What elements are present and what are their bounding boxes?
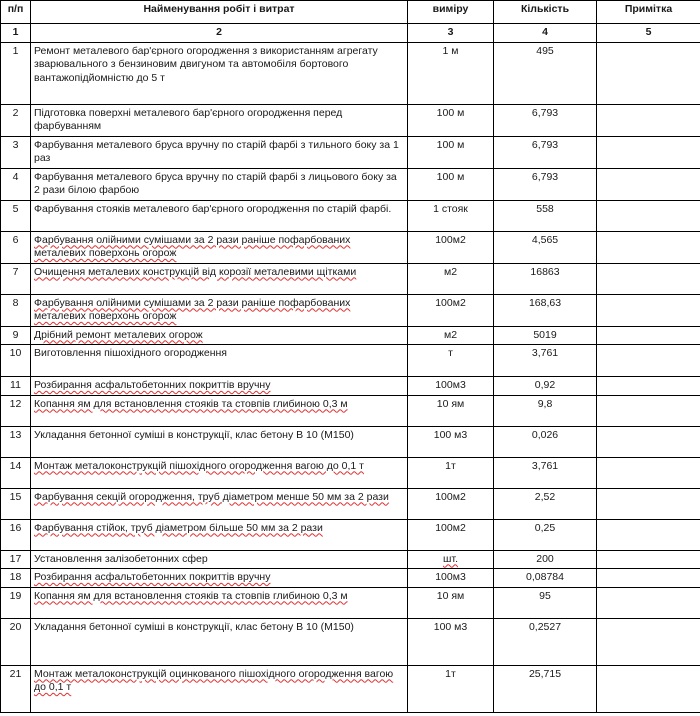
row-note xyxy=(597,618,700,665)
table-row xyxy=(1,263,700,294)
row-unit: 100м2 xyxy=(408,519,494,550)
row-note xyxy=(597,104,700,136)
row-qty: 3,761 xyxy=(494,457,597,488)
row-note xyxy=(597,42,700,104)
table-row xyxy=(1,104,700,136)
row-unit: 100м2 xyxy=(408,231,494,263)
table-row xyxy=(1,426,700,457)
row-note xyxy=(597,294,700,326)
row-qty: 6,793 xyxy=(494,104,597,136)
row-name: Фарбування стояків металевого бар'єрного огородження по старій фарбі. xyxy=(31,200,408,231)
row-unit: 1т xyxy=(408,665,494,712)
table-row xyxy=(1,168,700,200)
row-num: 11 xyxy=(1,377,31,396)
row-num: 19 xyxy=(1,587,31,618)
row-qty: 5019 xyxy=(494,326,597,345)
row-note xyxy=(597,200,700,231)
row-name: Розбирання асфальтобетонних покриттів вручну xyxy=(31,377,408,396)
row-name: Монтаж металоконструкцій пішохідного огородження вагою до 0,1 т xyxy=(31,457,408,488)
row-unit: м2 xyxy=(408,326,494,345)
row-name: Очищення металевих конструкцій від корозії металевими щітками xyxy=(31,263,408,294)
row-qty: 0,25 xyxy=(494,519,597,550)
row-num: 10 xyxy=(1,345,31,377)
row-unit: 100 м3 xyxy=(408,618,494,665)
table-row xyxy=(1,665,700,712)
table-row xyxy=(1,457,700,488)
row-note xyxy=(597,345,700,377)
row-note xyxy=(597,488,700,519)
row-unit: 10 ям xyxy=(408,587,494,618)
row-num: 12 xyxy=(1,395,31,426)
table-row xyxy=(1,345,700,377)
row-note xyxy=(597,395,700,426)
row-num: 1 xyxy=(1,42,31,104)
row-name: Фарбування металевого бруса вручну по старій фарбі з лицьового боку за 2 рази білою фарбою xyxy=(31,168,408,200)
row-unit: 1 м xyxy=(408,42,494,104)
row-qty: 200 xyxy=(494,550,597,569)
row-qty: 495 xyxy=(494,42,597,104)
row-qty: 0,08784 xyxy=(494,569,597,588)
row-name: Ремонт металевого бар'єрного огородження з використанням агрегату зварювального з бензиновим двигуном та автомобіля бортового вантажопідйомністю до 5 т xyxy=(31,42,408,104)
row-qty: 168,63 xyxy=(494,294,597,326)
table-row xyxy=(1,136,700,168)
row-num: 3 xyxy=(1,136,31,168)
row-num: 18 xyxy=(1,569,31,588)
row-unit: 100м2 xyxy=(408,294,494,326)
row-unit: 1т xyxy=(408,457,494,488)
row-note xyxy=(597,665,700,712)
colnum-1: 1 xyxy=(1,24,31,43)
row-note xyxy=(597,168,700,200)
table-row xyxy=(1,587,700,618)
row-unit: 100 м xyxy=(408,168,494,200)
row-num: 6 xyxy=(1,231,31,263)
row-qty: 6,793 xyxy=(494,168,597,200)
header-cell-note: Примітка xyxy=(597,1,700,24)
table-row xyxy=(1,618,700,665)
table-row xyxy=(1,200,700,231)
row-num: 5 xyxy=(1,200,31,231)
row-qty: 25,715 xyxy=(494,665,597,712)
row-name: Укладання бетонної суміші в конструкції, клас бетону В 10 (М150) xyxy=(31,618,408,665)
row-num: 13 xyxy=(1,426,31,457)
row-qty: 16863 xyxy=(494,263,597,294)
column-number-row xyxy=(1,24,700,43)
row-note xyxy=(597,569,700,588)
row-note xyxy=(597,231,700,263)
table-row xyxy=(1,294,700,326)
row-qty: 95 xyxy=(494,587,597,618)
row-note xyxy=(597,136,700,168)
row-num: 17 xyxy=(1,550,31,569)
row-name: Фарбування секцій огородження, труб діаметром менше 50 мм за 2 рази xyxy=(31,488,408,519)
row-num: 8 xyxy=(1,294,31,326)
row-qty: 0,92 xyxy=(494,377,597,396)
colnum-2: 2 xyxy=(31,24,408,43)
row-name: Фарбування олійними сумішами за 2 рази раніше пофарбованих металевих поверхонь огорож xyxy=(31,294,408,326)
row-qty: 6,793 xyxy=(494,136,597,168)
row-qty: 0,2527 xyxy=(494,618,597,665)
row-name: Копання ям для встановлення стояків та стовпів глибиною 0,3 м xyxy=(31,395,408,426)
row-name: Підготовка поверхні металевого бар'єрного огородження перед фарбуванням xyxy=(31,104,408,136)
header-cell-qty: Кількість xyxy=(494,1,597,24)
table-row xyxy=(1,231,700,263)
row-qty: 0,026 xyxy=(494,426,597,457)
table-row xyxy=(1,488,700,519)
table-header-row xyxy=(1,1,700,24)
row-name: Виготовлення пішохідного огородження xyxy=(31,345,408,377)
row-note xyxy=(597,263,700,294)
table-row xyxy=(1,550,700,569)
row-note xyxy=(597,377,700,396)
table-row xyxy=(1,569,700,588)
row-unit: 100м3 xyxy=(408,377,494,396)
table-row xyxy=(1,42,700,104)
row-name: Фарбування металевого бруса вручну по старій фарбі з тильного боку за 1 раз xyxy=(31,136,408,168)
row-qty: 3,761 xyxy=(494,345,597,377)
row-unit: 100 м xyxy=(408,136,494,168)
row-name: Укладання бетонної суміші в конструкції, клас бетону В 10 (М150) xyxy=(31,426,408,457)
row-num: 9 xyxy=(1,326,31,345)
row-qty: 4,565 xyxy=(494,231,597,263)
row-note xyxy=(597,326,700,345)
row-unit: 100м3 xyxy=(408,569,494,588)
row-qty: 9,8 xyxy=(494,395,597,426)
header-cell-name: Найменування робіт і витрат xyxy=(31,1,408,24)
table-row xyxy=(1,377,700,396)
row-qty: 2,52 xyxy=(494,488,597,519)
row-unit: 100 м xyxy=(408,104,494,136)
row-num: 20 xyxy=(1,618,31,665)
row-num: 2 xyxy=(1,104,31,136)
row-num: 4 xyxy=(1,168,31,200)
row-num: 7 xyxy=(1,263,31,294)
row-note xyxy=(597,457,700,488)
row-qty: 558 xyxy=(494,200,597,231)
row-unit: 100 м3 xyxy=(408,426,494,457)
row-num: 14 xyxy=(1,457,31,488)
colnum-4: 4 xyxy=(494,24,597,43)
row-unit: шт. xyxy=(408,550,494,569)
table-body xyxy=(1,1,700,713)
row-name: Монтаж металоконструкцій оцинкованого пішохідного огородження вагою до 0,1 т xyxy=(31,665,408,712)
header-cell-unit: виміру xyxy=(408,1,494,24)
row-name: Фарбування стійок, труб діаметром більше 50 мм за 2 рази xyxy=(31,519,408,550)
row-num: 15 xyxy=(1,488,31,519)
row-name: Дрібний ремонт металевих огорож xyxy=(31,326,408,345)
row-unit: 100м2 xyxy=(408,488,494,519)
row-unit: м2 xyxy=(408,263,494,294)
colnum-3: 3 xyxy=(408,24,494,43)
row-note xyxy=(597,426,700,457)
table-row xyxy=(1,395,700,426)
row-note xyxy=(597,519,700,550)
row-unit: т xyxy=(408,345,494,377)
header-cell-num: п/п xyxy=(1,1,31,24)
row-name: Фарбування олійними сумішами за 2 рази раніше пофарбованих металевих поверхонь огорож xyxy=(31,231,408,263)
colnum-5: 5 xyxy=(597,24,700,43)
row-name: Установлення залізобетонних сфер xyxy=(31,550,408,569)
row-num: 21 xyxy=(1,665,31,712)
table-row xyxy=(1,326,700,345)
row-unit: 10 ям xyxy=(408,395,494,426)
row-name: Розбирання асфальтобетонних покриттів вручну xyxy=(31,569,408,588)
row-unit: 1 стояк xyxy=(408,200,494,231)
row-note xyxy=(597,587,700,618)
row-name: Копання ям для встановлення стояків та стовпів глибиною 0,3 м xyxy=(31,587,408,618)
table-row xyxy=(1,519,700,550)
row-note xyxy=(597,550,700,569)
row-num: 16 xyxy=(1,519,31,550)
